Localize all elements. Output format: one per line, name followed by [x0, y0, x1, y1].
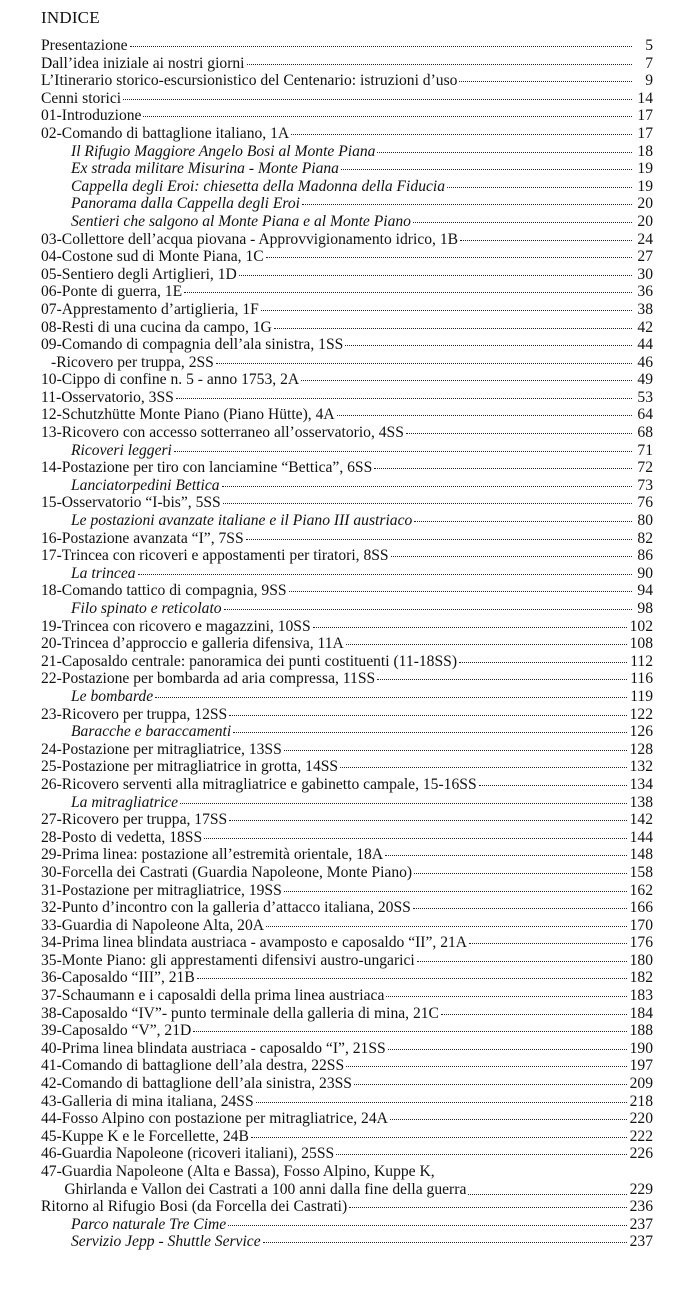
toc-entry[interactable]: [41, 389, 653, 407]
dot-leader: [123, 99, 632, 100]
toc-entry-title: 23-Ricovero per truppa, 12SS: [41, 705, 228, 723]
toc-entry[interactable]: [41, 107, 653, 125]
toc-entry-page-number: 108: [629, 635, 653, 653]
toc-entry-page-number: 5: [645, 37, 653, 54]
dot-leader: [447, 187, 632, 188]
toc-entry-title: 10-Cippo di confine n. 5 - anno 1753, 2A: [41, 371, 300, 389]
dot-leader: [302, 204, 632, 205]
toc-entry-title: 13-Ricovero con accesso sotterraneo all’osservatorio, 4SS: [41, 424, 404, 442]
toc-entry[interactable]: [41, 371, 653, 389]
toc-entry-page-number: 132: [629, 758, 653, 776]
toc-entry-page-number: 19: [637, 177, 653, 195]
toc-entry-page-number: 162: [629, 881, 653, 899]
toc-entry-title: 37-Schaumann e i caposaldi della prima linea austriaca: [41, 987, 385, 1005]
toc-entry[interactable]: [41, 864, 653, 882]
dot-leader: [414, 873, 627, 874]
dot-leader: [469, 943, 627, 944]
dot-leader: [413, 908, 627, 909]
dot-leader: [479, 785, 627, 786]
toc-entry-page-number: 188: [629, 1022, 653, 1040]
toc-entry[interactable]: [41, 283, 653, 301]
toc-entry[interactable]: [41, 354, 653, 372]
toc-entry-title: 27-Ricovero per truppa, 17SS: [41, 811, 228, 829]
dot-leader: [184, 292, 632, 293]
toc-entry[interactable]: [41, 829, 653, 847]
dot-leader: [233, 732, 626, 733]
toc-entry[interactable]: [41, 635, 653, 653]
toc-entry-title: -Ricovero per truppa, 2SS: [51, 353, 214, 371]
toc-entry-title: Cenni storici: [41, 89, 122, 107]
toc-entry-title: 18-Comando tattico di compagnia, 9SS: [41, 582, 287, 600]
toc-entry-title: Filo spinato e reticolato: [71, 600, 222, 617]
dot-leader: [223, 503, 632, 504]
dot-leader: [193, 1031, 626, 1032]
toc-entry-title: 34-Prima linea blindata austriaca - avamposto e caposaldo “II”, 21A: [41, 934, 468, 952]
toc-entry-title: 01-Introduzione: [41, 107, 142, 125]
toc-entry-page-number: 112: [630, 652, 653, 670]
dot-leader: [441, 1014, 627, 1015]
dot-leader: [337, 415, 632, 416]
toc-entry-page-number: 82: [637, 529, 653, 547]
toc-entry[interactable]: [41, 1093, 653, 1111]
dot-leader: [406, 433, 632, 434]
toc-entry-title: Sentieri che salgono al Monte Piana e al Monte Piano: [71, 212, 411, 230]
toc-entry-page-number: 17: [637, 107, 653, 125]
toc-entry-page-number: 80: [637, 512, 653, 530]
toc-entry[interactable]: [41, 1145, 653, 1163]
toc-entry-title: Cappella degli Eroi: chiesetta della Madonna della Fiducia: [71, 177, 446, 195]
dot-leader: [414, 521, 632, 522]
toc-entry[interactable]: [41, 899, 653, 917]
toc-entry-page-number: 49: [637, 371, 653, 389]
toc-entry-title: Dall’idea iniziale ai nostri giorni: [41, 54, 245, 72]
page-title: INDICE: [41, 8, 100, 27]
dot-leader: [391, 556, 632, 557]
toc-entry[interactable]: [41, 530, 653, 548]
dot-leader: [266, 926, 627, 927]
dot-leader: [346, 1066, 626, 1067]
toc-entry-page-number: 44: [637, 336, 653, 354]
toc-entry[interactable]: [41, 1110, 653, 1128]
dot-leader: [222, 486, 632, 487]
toc-entry-page-number: 27: [637, 248, 653, 266]
toc-entry-title: 33-Guardia di Napoleone Alta, 20A: [41, 916, 265, 934]
toc-entry[interactable]: [41, 1216, 653, 1234]
toc-entry-title: Servizio Jepp - Shuttle Service: [71, 1233, 261, 1251]
toc-entry-page-number: 14: [637, 89, 653, 107]
toc-entry-page-number: 24: [637, 230, 653, 248]
toc-entry[interactable]: [41, 618, 653, 636]
dot-leader: [313, 627, 627, 628]
table-of-contents: [41, 37, 653, 1251]
dot-leader: [228, 1225, 626, 1226]
toc-entry-page-number: 18: [637, 142, 653, 160]
toc-entry[interactable]: [41, 846, 653, 864]
toc-entry[interactable]: [41, 706, 653, 724]
toc-entry-title: Parco naturale Tre Cime: [71, 1215, 227, 1233]
toc-entry[interactable]: [41, 1163, 653, 1198]
dot-leader: [340, 767, 627, 768]
toc-entry-page-number: 166: [629, 899, 653, 917]
toc-entry-title: 11-Osservatorio, 3SS: [41, 388, 174, 406]
toc-entry[interactable]: [41, 125, 653, 143]
dot-leader: [261, 310, 632, 311]
dot-leader: [251, 1137, 627, 1138]
toc-entry-title: Ex strada militare Misurina - Monte Piana: [71, 160, 339, 178]
dot-leader: [390, 1119, 627, 1120]
toc-entry-title: 12-Schutzhütte Monte Piano (Piano Hütte), 4A: [41, 406, 335, 424]
toc-entry[interactable]: [41, 55, 653, 73]
dot-leader: [229, 715, 626, 716]
toc-entry-page-number: 94: [637, 582, 653, 600]
toc-entry[interactable]: [41, 37, 653, 55]
toc-entry-page-number: 68: [637, 424, 653, 442]
toc-entry-title: Baracche e baraccamenti: [71, 723, 232, 741]
toc-entry-title: 04-Costone sud di Monte Piana, 1C: [41, 248, 264, 266]
toc-entry-page-number: 73: [637, 476, 653, 494]
toc-entry-page-number: 98: [637, 600, 653, 617]
dot-leader: [246, 539, 632, 540]
toc-entry[interactable]: [41, 1075, 653, 1093]
toc-entry-title: Presentazione: [41, 37, 128, 54]
toc-entry-page-number: 71: [637, 441, 653, 459]
toc-entry[interactable]: [41, 882, 653, 900]
toc-entry-page-number: 226: [629, 1145, 653, 1163]
toc-entry-title: 40-Prima linea blindata austriaca - caposaldo “I”, 21SS: [41, 1039, 386, 1057]
toc-entry-title: 14-Postazione per tiro con lanciamine “Bettica”, 6SS: [41, 459, 373, 477]
dot-leader: [385, 855, 627, 856]
dot-leader: [388, 1049, 627, 1050]
toc-entry[interactable]: [41, 336, 653, 354]
toc-entry[interactable]: [41, 758, 653, 776]
toc-entry-page-number: 184: [629, 1004, 653, 1022]
toc-entry-title: 26-Ricovero serventi alla mitragliatrice e gabinetto campale, 15-16SS: [41, 775, 477, 793]
toc-entry[interactable]: [41, 811, 653, 829]
toc-entry-page-number: 53: [637, 388, 653, 406]
toc-entry-title: 24-Postazione per mitragliatrice, 13SS: [41, 740, 282, 758]
dot-leader: [229, 820, 626, 821]
toc-entry-title: Il Rifugio Maggiore Angelo Bosi al Monte Piana: [71, 142, 376, 160]
toc-entry-page-number: 122: [629, 705, 653, 723]
toc-entry[interactable]: [41, 987, 653, 1005]
toc-entry[interactable]: [41, 459, 653, 477]
toc-entry-title: 15-Osservatorio “I-bis”, 5SS: [41, 494, 221, 512]
toc-entry-page-number: 19: [637, 160, 653, 178]
toc-entry-title: 45-Kuppe K e le Forcellette, 24B: [41, 1127, 249, 1145]
toc-entry[interactable]: [41, 688, 653, 706]
toc-entry-title: 39-Caposaldo “V”, 21D: [41, 1022, 192, 1040]
toc-entry-page-number: 7: [645, 54, 653, 72]
dot-leader: [256, 1102, 627, 1103]
toc-entry[interactable]: [41, 494, 653, 512]
toc-entry-title: Le bombarde: [71, 687, 154, 705]
toc-entry[interactable]: [41, 565, 653, 583]
toc-entry-title: 35-Monte Piano: gli apprestamenti difensivi austro-ungarici: [41, 951, 415, 969]
toc-entry-title: Ritorno al Rifugio Bosi (da Forcella dei Castrati): [41, 1198, 348, 1216]
toc-entry[interactable]: [41, 934, 653, 952]
toc-entry-title: La trincea: [71, 564, 136, 582]
toc-entry-title: 20-Trincea d’approccio e galleria difensiva, 11A: [41, 635, 344, 653]
dot-leader: [354, 1084, 627, 1085]
toc-entry[interactable]: [41, 794, 653, 812]
toc-entry[interactable]: [41, 969, 653, 987]
toc-entry[interactable]: [41, 143, 653, 161]
toc-entry[interactable]: [41, 477, 653, 495]
toc-entry-page-number: 142: [629, 811, 653, 829]
toc-entry-page-number: 36: [637, 283, 653, 301]
toc-entry-title: Lanciatorpedini Bettica: [71, 476, 220, 494]
toc-entry-title: 41-Comando di battaglione dell’ala destra, 22SS: [41, 1057, 345, 1075]
dot-leader: [345, 345, 632, 346]
toc-entry[interactable]: [41, 442, 653, 460]
dot-leader: [266, 257, 632, 258]
toc-entry-page-number: 20: [637, 195, 653, 213]
dot-leader: [274, 328, 632, 329]
toc-entry-title: 02-Comando di battaglione italiano, 1A: [41, 124, 290, 142]
dot-leader: [197, 978, 627, 979]
toc-entry-page-number: 158: [629, 863, 653, 881]
toc-entry-page-number: 76: [637, 494, 653, 512]
dot-leader: [468, 1194, 626, 1195]
toc-entry-title: La mitragliatrice: [71, 793, 178, 811]
dot-leader: [284, 750, 627, 751]
dot-leader: [417, 961, 627, 962]
toc-entry-page-number: 170: [629, 916, 653, 934]
toc-entry[interactable]: [41, 670, 653, 688]
toc-entry-page-number: 222: [629, 1127, 653, 1145]
toc-entry-title: 29-Prima linea: postazione all’estremità orientale, 18A: [41, 846, 384, 864]
dot-leader: [155, 697, 627, 698]
toc-entry-page-number: 237: [629, 1233, 653, 1251]
toc-entry-title: Ricoveri leggeri: [71, 441, 172, 459]
dot-leader: [204, 838, 626, 839]
toc-entry-title: 17-Trincea con ricoveri e appostamenti per tiratori, 8SS: [41, 547, 389, 565]
dot-leader: [377, 679, 627, 680]
toc-entry-title: 30-Forcella dei Castrati (Guardia Napoleone, Monte Piano): [41, 863, 413, 881]
dot-leader: [247, 64, 632, 65]
dot-leader: [459, 662, 627, 663]
toc-entry[interactable]: [41, 424, 653, 442]
dot-leader: [224, 609, 632, 610]
dot-leader: [386, 996, 626, 997]
dot-leader: [284, 891, 627, 892]
dot-leader: [336, 1154, 626, 1155]
toc-entry-page-number: 176: [629, 934, 653, 952]
dot-leader: [377, 152, 632, 153]
toc-entry-title: 46-Guardia Napoleone (ricoveri italiani), 25SS: [41, 1145, 335, 1163]
toc-entry[interactable]: [41, 1198, 653, 1216]
toc-entry[interactable]: [41, 406, 653, 424]
toc-entry-title: 25-Postazione per mitragliatrice in grotta, 14SS: [41, 758, 339, 776]
toc-entry-title: 32-Punto d’incontro con la galleria d’attacco italiana, 20SS: [41, 899, 411, 917]
toc-entry-page-number: 72: [637, 459, 653, 477]
dot-leader: [176, 398, 632, 399]
dot-leader: [291, 134, 632, 135]
toc-entry-page-number: 138: [629, 793, 653, 811]
toc-entry-title: Le postazioni avanzate italiane e il Piano III austriaco: [71, 512, 413, 530]
dot-leader: [460, 240, 632, 241]
toc-entry[interactable]: [41, 1040, 653, 1058]
toc-entry-page-number: 220: [629, 1110, 653, 1128]
dot-leader: [239, 275, 632, 276]
dot-leader: [349, 1207, 626, 1208]
toc-entry[interactable]: [41, 723, 653, 741]
toc-entry-title: 43-Galleria di mina italiana, 24SS: [41, 1092, 254, 1110]
toc-entry[interactable]: [41, 72, 653, 90]
toc-entry-page-number: 197: [629, 1057, 653, 1075]
dot-leader: [143, 116, 632, 117]
toc-entry-title: 07-Apprestamento d’artiglieria, 1F: [41, 300, 259, 318]
toc-entry[interactable]: [41, 231, 653, 249]
toc-entry-title: 28-Posto di vedetta, 18SS: [41, 828, 203, 846]
dot-leader: [413, 222, 632, 223]
toc-entry[interactable]: [41, 1022, 653, 1040]
toc-entry[interactable]: [41, 213, 653, 231]
toc-entry-page-number: 237: [629, 1215, 653, 1233]
toc-entry[interactable]: [41, 582, 653, 600]
dot-leader: [130, 46, 632, 47]
toc-entry[interactable]: [41, 1233, 653, 1251]
toc-entry-page-number: 126: [629, 723, 653, 741]
toc-entry[interactable]: [41, 319, 653, 337]
toc-entry-title: 09-Comando di compagnia dell’ala sinistra, 1SS: [41, 336, 344, 354]
toc-entry-page-number: 144: [629, 828, 653, 846]
toc-entry-title: 44-Fosso Alpino con postazione per mitragliatrice, 24A: [41, 1110, 388, 1128]
toc-entry[interactable]: [41, 178, 653, 196]
toc-entry-title: 31-Postazione per mitragliatrice, 19SS: [41, 881, 282, 899]
toc-entry[interactable]: [41, 600, 653, 618]
dot-leader: [263, 1242, 627, 1243]
toc-entry-page-number: 229: [629, 1180, 653, 1198]
dot-leader: [459, 81, 632, 82]
toc-entry[interactable]: [41, 917, 653, 935]
toc-entry-page-number: 183: [629, 987, 653, 1005]
toc-entry[interactable]: [41, 160, 653, 178]
toc-entry-page-number: 148: [629, 846, 653, 864]
toc-entry-title: 38-Caposaldo “IV”- punto terminale della galleria di mina, 21C: [41, 1004, 439, 1022]
toc-entry-page-number: 180: [629, 951, 653, 969]
toc-entry-title: 16-Postazione avanzata “I”, 7SS: [41, 529, 244, 547]
toc-entry-title: 06-Ponte di guerra, 1E: [41, 283, 183, 301]
toc-entry-title: 08-Resti di una cucina da campo, 1G: [41, 318, 272, 336]
toc-entry-page-number: 116: [630, 670, 653, 688]
toc-entry-title: 03-Collettore dell’acqua piovana - Approvvigionamento idrico, 1B: [41, 230, 459, 248]
toc-entry-title: 19-Trincea con ricovero e magazzini, 10SS: [41, 617, 311, 635]
toc-entry[interactable]: [41, 547, 653, 565]
toc-entry-page-number: 42: [637, 318, 653, 336]
toc-entry-title: 22-Postazione per bombarda ad aria compressa, 11SS: [41, 670, 376, 688]
toc-entry-page-number: 20: [637, 212, 653, 230]
dot-leader: [138, 574, 632, 575]
toc-entry[interactable]: [41, 512, 653, 530]
toc-entry[interactable]: [41, 90, 653, 108]
toc-entry[interactable]: [41, 301, 653, 319]
toc-entry-page-number: 102: [629, 617, 653, 635]
toc-entry-page-number: 46: [637, 353, 653, 371]
toc-entry[interactable]: [41, 1005, 653, 1023]
toc-entry[interactable]: [41, 248, 653, 266]
toc-entry-page-number: 119: [630, 687, 653, 705]
toc-entry-page-number: 38: [637, 300, 653, 318]
toc-entry-title: 36-Caposaldo “III”, 21B: [41, 969, 195, 987]
toc-entry-page-number: 64: [637, 406, 653, 424]
toc-entry-page-number: 190: [629, 1039, 653, 1057]
toc-entry[interactable]: [41, 741, 653, 759]
toc-entry-page-number: 30: [637, 265, 653, 283]
dot-leader: [216, 363, 632, 364]
dot-leader: [180, 803, 627, 804]
toc-entry-page-number: 128: [629, 740, 653, 758]
toc-entry-page-number: 134: [629, 775, 653, 793]
toc-entry-title: Panorama dalla Cappella degli Eroi: [71, 195, 300, 213]
toc-entry[interactable]: [41, 266, 653, 284]
toc-entry-page-number: 218: [629, 1092, 653, 1110]
dot-leader: [174, 451, 632, 452]
toc-entry-page-number: 9: [645, 72, 653, 90]
toc-entry-title: 47-Guardia Napoleone (Alta e Bassa), Fosso Alpino, Kuppe K, Ghirlanda e Vallon dei Castrati a 100 anni dalla fine della guerra: [41, 1163, 467, 1198]
toc-entry-page-number: 86: [637, 547, 653, 565]
toc-entry[interactable]: [41, 776, 653, 794]
toc-entry-title: L’Itinerario storico-escursionistico del Centenario: istruzioni d’uso: [41, 72, 458, 90]
toc-entry[interactable]: [41, 952, 653, 970]
toc-entry[interactable]: [41, 1057, 653, 1075]
toc-entry-title: 05-Sentiero degli Artiglieri, 1D: [41, 265, 237, 283]
dot-leader: [341, 169, 632, 170]
dot-leader: [346, 644, 627, 645]
toc-entry[interactable]: [41, 1128, 653, 1146]
toc-entry[interactable]: [41, 195, 653, 213]
toc-entry-page-number: 90: [637, 564, 653, 582]
toc-entry-page-number: 17: [637, 124, 653, 142]
dot-leader: [374, 468, 632, 469]
toc-entry-page-number: 236: [629, 1198, 653, 1216]
toc-entry-title: 42-Comando di battaglione dell’ala sinistra, 23SS: [41, 1075, 352, 1093]
toc-entry-page-number: 182: [629, 969, 653, 987]
dot-leader: [289, 591, 632, 592]
toc-entry-title: 21-Caposaldo centrale: panoramica dei punti costituenti (11-18SS): [41, 652, 458, 670]
toc-entry-page-number: 209: [629, 1075, 653, 1093]
toc-entry[interactable]: [41, 653, 653, 671]
dot-leader: [301, 380, 632, 381]
